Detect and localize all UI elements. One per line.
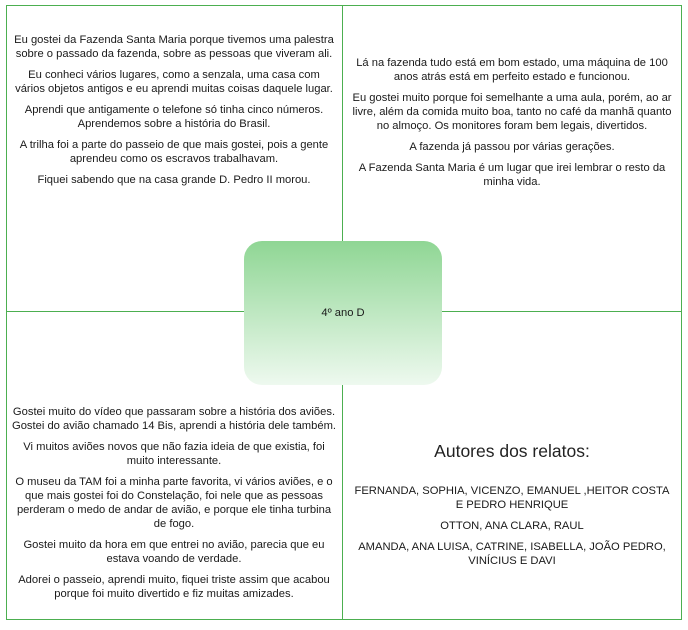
bottom-left-quadrant bbox=[12, 405, 336, 608]
paragraph: Eu gostei muito porque foi semelhante a uma aula, porém, ao ar livre, além da comida muito boa, tanto no café da manhã quanto no almoço. Os monitores foram bem legais, divertidos. bbox=[352, 92, 672, 132]
paragraph: A Fazenda Santa Maria é um lugar que irei lembrar o resto da minha vida. bbox=[358, 162, 666, 188]
bottom-right-quadrant bbox=[350, 440, 674, 575]
paragraph: Fiquei sabendo que na casa grande D. Pedro II morou. bbox=[37, 174, 311, 186]
paragraph: Eu conheci vários lugares, como a senzala, uma casa com vários objetos antigos e eu aprendi muitas coisas daquele lugar. bbox=[15, 69, 333, 95]
paragraph: Gostei muito do vídeo que passaram sobre a história dos aviões. Gostei do avião chamado 14 Bis, aprendi a história dele também. bbox=[12, 406, 337, 432]
center-class-box bbox=[244, 241, 442, 385]
top-right-quadrant bbox=[350, 56, 674, 196]
author-group: OTTON, ANA CLARA, RAUL bbox=[440, 520, 584, 532]
author-group: AMANDA, ANA LUISA, CATRINE, ISABELLA, JOÃO PEDRO, VINÍCIUS E DAVI bbox=[358, 541, 666, 567]
paragraph: A trilha foi a parte do passeio de que mais gostei, pois a gente aprendeu como os escravos trabalhavam. bbox=[19, 139, 329, 165]
top-left-quadrant bbox=[12, 33, 336, 194]
authors-title: Autores dos relatos: bbox=[434, 441, 590, 461]
author-group: FERNANDA, SOPHIA, VICENZO, EMANUEL ,HEITOR COSTA E PEDRO HENRIQUE bbox=[354, 485, 670, 511]
paragraph: Lá na fazenda tudo está em bom estado, uma máquina de 100 anos atrás está em perfeito estado e funcionou. bbox=[356, 57, 668, 83]
paragraph: Gostei muito da hora em que entrei no avião, parecia que eu estava voando de verdade. bbox=[23, 539, 325, 565]
paragraph: Vi muitos aviões novos que não fazia ideia de que existia, foi muito interessante. bbox=[23, 441, 325, 467]
paragraph: Eu gostei da Fazenda Santa Maria porque tivemos uma palestra sobre o passado da fazenda, sobre as pessoas que viveram ali. bbox=[14, 34, 334, 60]
paragraph: A fazenda já passou por várias gerações. bbox=[409, 141, 615, 153]
class-label: 4º ano D bbox=[321, 307, 365, 319]
paragraph: O museu da TAM foi a minha parte favorita, vi vários aviões, e o que mais gostei foi do Constelação, foi nele que as pessoas perderam o medo de andar de avião, e porque ele tinha turbina de fogo. bbox=[15, 476, 333, 530]
paragraph: Aprendi que antigamente o telefone só tinha cinco números. Aprendemos sobre a história do Brasil. bbox=[24, 104, 324, 130]
paragraph: Adorei o passeio, aprendi muito, fiquei triste assim que acabou porque foi muito divertido e fiz muitas amizades. bbox=[18, 574, 330, 600]
